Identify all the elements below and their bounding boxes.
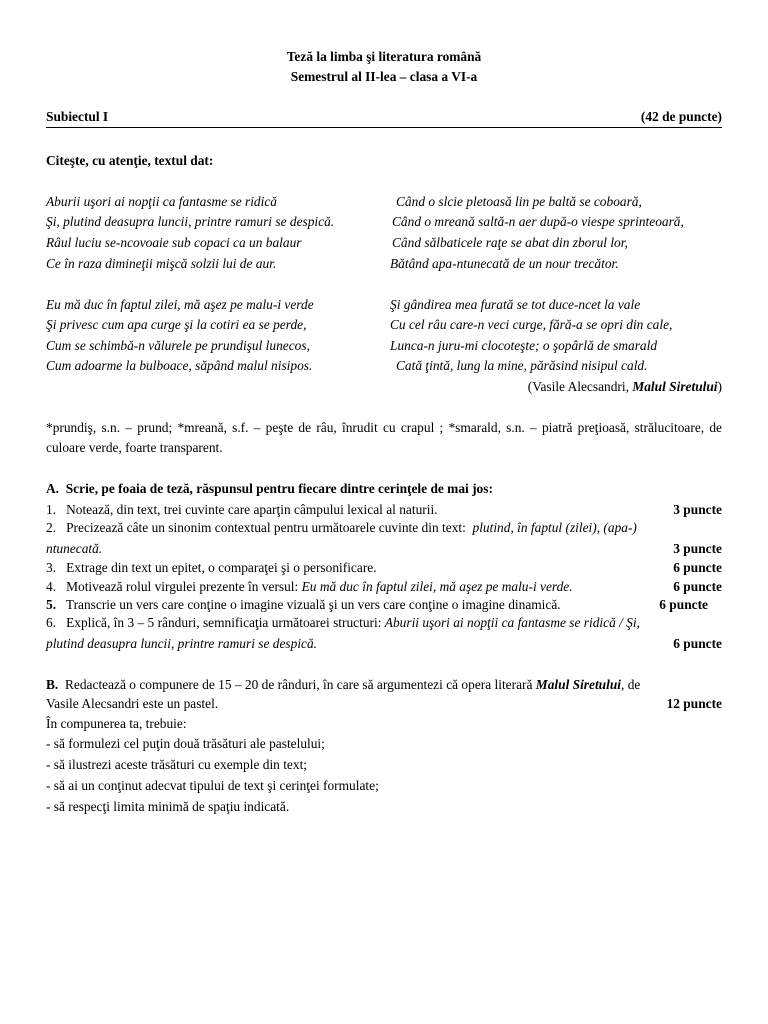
read-instruction: Citeşte, cu atenţie, textul dat: (46, 153, 214, 168)
poem-verse: Şi privesc cum apa curge şi la cotiri ea se perde, (46, 317, 307, 332)
section-a-heading (46, 481, 493, 497)
task-points: 6 puncte (659, 597, 708, 612)
task-points: 3 puncte (673, 541, 722, 556)
task-quote-continued: plutind deasupra luncii, printre ramuri se despică. (46, 636, 318, 651)
task-4 (46, 579, 573, 595)
task-text: Motivează rolul virgulei prezente în versul: (66, 579, 299, 594)
requirement-item: - să ai un conţinut adecvat tipului de text şi cerinţei formulate; (46, 778, 379, 793)
task-quote-continued: ntunecată. (46, 541, 103, 556)
task-points: 3 puncte (673, 502, 722, 517)
task-number: 2. (46, 520, 57, 535)
poem-verse: Cum adoarme la bulboace, săpând malul nisipos. (46, 358, 313, 373)
task-2 (46, 520, 637, 536)
task-quote: Aburii uşori ai nopţii ca fantasme se ridică / Şi, (384, 615, 640, 630)
section-b-text-end: , de (621, 677, 641, 692)
poem-verse: Aburii uşori ai nopţii ca fantasme se ridică (46, 194, 277, 209)
poem-verse: Când o slcie pletoasă lin pe baltă se coboară, (396, 194, 642, 209)
task-points: 6 puncte (673, 579, 722, 594)
task-1 (46, 502, 438, 518)
poem-verse: Lunca-n juru-mi clocoteşte; o şopârlă de smarald (390, 338, 658, 353)
task-3 (46, 560, 377, 576)
task-number: 1. (46, 502, 57, 517)
poem-verse: Ce în raza dimineţii mişcă solzii lui de aur. (46, 256, 277, 271)
poem-attribution (528, 379, 722, 395)
poem-verse: Cum se schimbă-n vălurele pe prundişul lunecos, (46, 338, 310, 353)
task-text: Notează, din text, trei cuvinte care aparţin câmpului lexical al naturii. (66, 502, 438, 517)
section-b-task (46, 677, 640, 693)
section-a-title: Scrie, pe foaia de teză, răspunsul pentru fiecare dintre cerinţele de mai jos: (65, 481, 493, 496)
task-text: Transcrie un vers care conţine o imagine vizuală şi un vers care conţine o imagine dinamică. (65, 597, 561, 612)
divider (46, 127, 722, 128)
glossary: *prundiş, s.n. – prund; *mreană, s.f. – peşte de râu, înrudit cu crapul ; *smarald, s.n. – piatră preţioasă, strălucitoare, de culoare verde, foarte transparent. (46, 420, 722, 455)
task-5 (46, 597, 561, 613)
section-b-intro: În compunerea ta, trebuie: (46, 716, 187, 731)
poem-verse: Cu cel râu care-n veci curge, fără-a se opri din cale, (390, 317, 673, 332)
poem-verse: Când o mreană saltă-n aer după-o viespe sprinteoară, (392, 214, 684, 229)
poem-verse: Bătând apa-ntunecată de un nour trecător. (390, 256, 619, 271)
task-number: 3. (46, 560, 57, 575)
task-number: 4. (46, 579, 57, 594)
task-points: 6 puncte (673, 560, 722, 575)
poem-verse: Eu mă duc în faptul zilei, mă aşez pe malu-i verde (46, 297, 314, 312)
task-6 (46, 615, 640, 631)
subject-points: (42 de puncte) (640, 109, 722, 124)
title-line-2: Semestrul al II-lea – clasa a VI-a (290, 69, 478, 84)
subject-label: Subiectul I (46, 109, 109, 124)
section-b-line-2: Vasile Alecsandri este un pastel. (46, 696, 219, 711)
task-number: 6. (46, 615, 57, 630)
section-b-label: B. (46, 677, 59, 692)
attribution-close: ) (717, 379, 722, 394)
poem-verse: Râul luciu se-ncovoaie sub copaci ca un balaur (46, 235, 302, 250)
task-quote: Eu mă duc în faptul zilei, mă aşez pe malu-i verde. (301, 579, 573, 594)
task-number: 5. (46, 597, 57, 612)
section-b-points: 12 puncte (666, 696, 722, 711)
section-b-title: Malul Siretului (535, 677, 622, 692)
poem-verse: Cată ţintă, lung la mine, părăsind nisipul cald. (396, 358, 648, 373)
poem-verse: Când sălbaticele raţe se abat din zborul lor, (392, 235, 628, 250)
section-a-label: A. (46, 481, 60, 496)
requirement-item: - să respecţi limita minimă de spaţiu indicată. (46, 799, 290, 814)
requirement-item: - să ilustrezi aceste trăsături cu exemple din text; (46, 757, 308, 772)
poem-verse: Şi gândirea mea furată se tot duce-ncet la vale (390, 297, 641, 312)
task-text: Explică, în 3 – 5 rânduri, semnificaţia următoarei structuri: (66, 615, 382, 630)
task-quote: plutind, în faptul (zilei), (apa-) (472, 520, 637, 535)
section-b-text: Redactează o compunere de 15 – 20 de rânduri, în care să argumentezi că opera literară (64, 677, 533, 692)
task-text: Extrage din text un epitet, o comparaţei şi o personificare. (66, 560, 377, 575)
task-points: 6 puncte (673, 636, 722, 651)
attribution-title: Malul Siretului (632, 379, 718, 394)
requirement-item: - să formulezi cel puţin două trăsături ale pastelului; (46, 736, 325, 751)
poem-verse: Şi, plutind deasupra luncii, printre ramuri se despică. (46, 214, 335, 229)
title-line-1: Teză la limba şi literatura română (286, 49, 482, 64)
task-text: Precizează câte un sinonim contextual pentru următoarele cuvinte din text: (66, 520, 466, 535)
attribution-author: (Vasile Alecsandri, (527, 379, 629, 394)
